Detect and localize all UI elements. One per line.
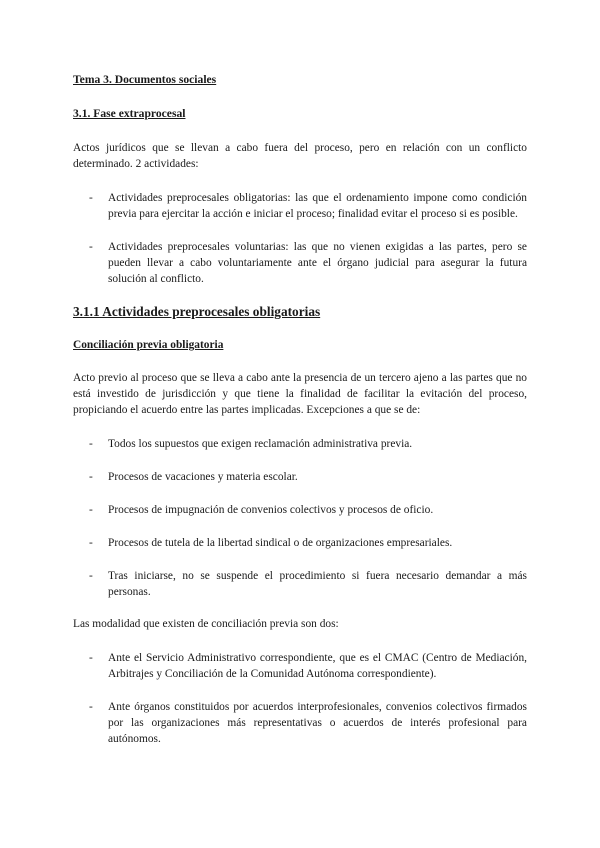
list-item: [73, 650, 527, 682]
list-item-text: Procesos de vacaciones y materia escolar.: [108, 471, 298, 483]
list-item-text: Procesos de impugnación de convenios colectivos y procesos de oficio.: [108, 504, 434, 516]
conciliacion-paragraph: Acto previo al proceso que se lleva a cabo ante la presencia de un tercero ajeno a las partes que no está investido de jurisdicción y que tiene la finalidad de facilitar la evitación del proceso, propiciando el acuerdo entre las partes implicadas. Excepciones a que se de:: [73, 372, 527, 416]
list-item-text: Actividades preprocesales obligatorias: las que el ordenamiento impone como condición previa para ejercitar la acción e iniciar el proceso; finalidad evitar el proceso si es posible.: [108, 192, 527, 220]
bullet-dash: -: [89, 652, 93, 664]
bullet-dash: -: [89, 438, 93, 450]
list-item: [73, 568, 527, 600]
list-item: [73, 502, 527, 518]
list-item: [73, 239, 527, 287]
list-item-text: Ante el Servicio Administrativo correspondiente, que es el CMAC (Centro de Mediación, Arbitrajes y Conciliación de la Comunidad Autónoma correspondiente).: [108, 652, 527, 680]
list-item: [73, 469, 527, 485]
document-title: Tema 3. Documentos sociales: [73, 73, 217, 86]
list-item-text: Tras iniciarse, no se suspende el procedimiento si fuera necesario demandar a más personas.: [108, 570, 527, 598]
list-item: [73, 436, 527, 452]
list-item-text: Procesos de tutela de la libertad sindical o de organizaciones empresariales.: [108, 537, 453, 549]
document-body: [73, 72, 527, 747]
modalities-intro-paragraph: Las modalidad que existen de conciliación previa son dos:: [73, 618, 339, 630]
list-item-text: Todos los supuestos que exigen reclamación administrativa previa.: [108, 438, 413, 450]
bullet-dash: -: [89, 471, 93, 483]
list-item: [73, 190, 527, 222]
bullet-dash: -: [89, 241, 93, 253]
bullet-dash: -: [89, 192, 93, 204]
list-item-text: Ante órganos constituidos por acuerdos interprofesionales, convenios colectivos firmados por las organizaciones más representativas o acuerdos de interés profesional para autónomos.: [108, 701, 527, 745]
bullet-dash: -: [89, 504, 93, 516]
exceptions-list: [73, 436, 527, 600]
subsection-heading-actividades-obligatorias: 3.1.1 Actividades preprocesales obligatorias: [73, 304, 321, 319]
activities-list: [73, 190, 527, 287]
list-item-text: Actividades preprocesales voluntarias: las que no vienen exigidas a las partes, pero se pueden llevar a cabo voluntariamente ante el órgano judicial para asegurar la futura solución al conflicto.: [108, 241, 527, 285]
section-intro-paragraph: Actos jurídicos que se llevan a cabo fuera del proceso, pero en relación con un conflicto determinado. 2 actividades:: [73, 142, 527, 170]
bullet-dash: -: [89, 570, 93, 582]
list-item: [73, 535, 527, 551]
section-heading-fase-extraprocesal: 3.1. Fase extraprocesal: [73, 107, 186, 120]
bullet-dash: -: [89, 537, 93, 549]
bullet-dash: -: [89, 701, 93, 713]
list-item: [73, 699, 527, 747]
subsection-heading-conciliacion-previa: Conciliación previa obligatoria: [73, 339, 224, 351]
modalities-list: [73, 650, 527, 747]
